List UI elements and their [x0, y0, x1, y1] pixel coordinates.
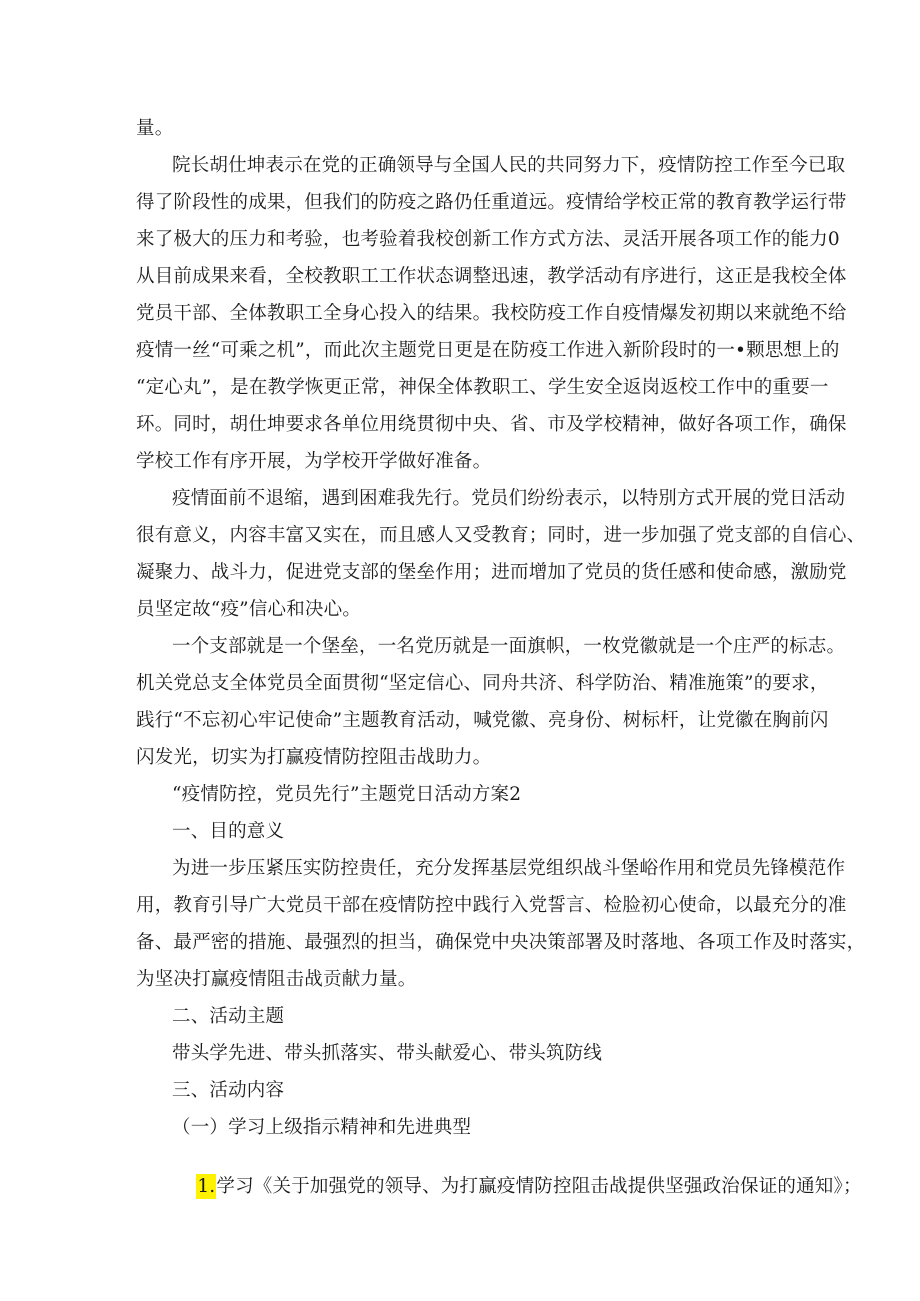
heading-1: 一、目的意义 — [172, 821, 285, 842]
paragraph-line: 凝聚力、战斗力，促进党支部的堡垒作用；进而增加了党员的货任感和使命感，激励党 — [136, 562, 847, 583]
paragraph-line: 员坚定故“疫”信心和决心。 — [136, 599, 362, 620]
paragraph-line: 机关党总支全体党员全面贯彻“坚定信心、同舟共济、科学防治、精准施策”的要求， — [136, 673, 829, 694]
paragraph-line: 用，教育引导广大党员干部在疫情防控中践行入党誓言、检脸初心使命，以最充分的准 — [136, 895, 847, 916]
paragraph-line: 闪发光，切实为打赢疫情防控阻击战助力。 — [136, 747, 492, 768]
section-title: “疫情防控，党员先行”主题党日活动方案2 — [172, 784, 522, 805]
paragraph-line: 为进一步压紧压实防控贵任，充分发挥基层党组织战斗堡峪作用和党员先锋模范作 — [172, 858, 846, 879]
paragraph-line: 很有意义，内容丰富又实在，而且感人又受教育；同时，进一步加强了党支部的自信心、 — [136, 525, 866, 546]
paragraph-line: 来了极大的压力和考验，也考验着我校创新工作方式方法、灵活开展各项工作的能力0 — [136, 229, 840, 250]
paragraph-line: 环。同时，胡仕坤要求各单位用绕贯彻中央、省、市及学校精神，做好各项工作，确保 — [136, 414, 847, 435]
paragraph-line: 践行“不忘初心牢记使命”主题教育活动，喊党徽、亮身份、树标杆，让党徽在胸前闪 — [136, 710, 829, 731]
paragraph-line: 一个支部就是一个堡垒，一名党历就是一面旗帜，一枚党徽就是一个庄严的标志。 — [172, 636, 846, 657]
highlighted-number: 1. — [197, 1176, 216, 1197]
paragraph-line: 院长胡仕坤表示在党的正确领导与全国人民的共同努力下，疫情防控工作至今已取 — [172, 155, 846, 176]
paragraph-line: 为坚决打赢疫情阻击战贡献力量。 — [136, 969, 417, 990]
paragraph-line: “定心丸”，是在教学恢更正常，神保全体教职工、学生安全返岗返校工作中的重要一 — [136, 377, 829, 398]
heading-3: 三、活动内容 — [172, 1080, 285, 1101]
paragraph-line: 学校工作有序开展，为学校开学做好准备。 — [136, 451, 492, 472]
paragraph-line: 疫情一丝“可乘之机”，而此次主题党日更是在防疫工作进入新阶段时的一•颗思想上的 — [136, 340, 840, 361]
paragraph-line: 党员干部、全体教职工全身心投入的结果。我校防疫工作自疫情爆发初期以来就绝不给 — [136, 303, 847, 324]
paragraph-line: 从目前成果来看，全校教职工工作状态调整迅速，教学活动有序进行，这正是我校全体 — [136, 266, 847, 287]
paragraph-line: 得了阶段性的成果，但我们的防疫之路仍任重道远。疫情给学校正常的教育教学运行带 — [136, 192, 847, 213]
paragraph-line: 带头学先进、带头抓落实、带头献爱心、带头筑防线 — [172, 1043, 603, 1064]
subheading: （一）学习上级指示精神和先进典型 — [172, 1117, 472, 1138]
heading-2: 二、活动主题 — [172, 1006, 285, 1027]
list-item-text: 学习《关于加强党的领导、为打赢疫情防控阻击战提供坚强政治保证的通知》； — [216, 1176, 862, 1197]
list-item — [172, 1154, 862, 1220]
paragraph-line: 疫情面前不退缩，遇到困难我先行。党员们纷纷表示，以特別方式开展的党日活动 — [172, 488, 846, 509]
paragraph-line: 备、最严密的措施、最强烈的担当，确保党中央决策部署及时落地、各项工作及时落实， — [136, 932, 866, 953]
text-line: 量。 — [136, 118, 174, 139]
